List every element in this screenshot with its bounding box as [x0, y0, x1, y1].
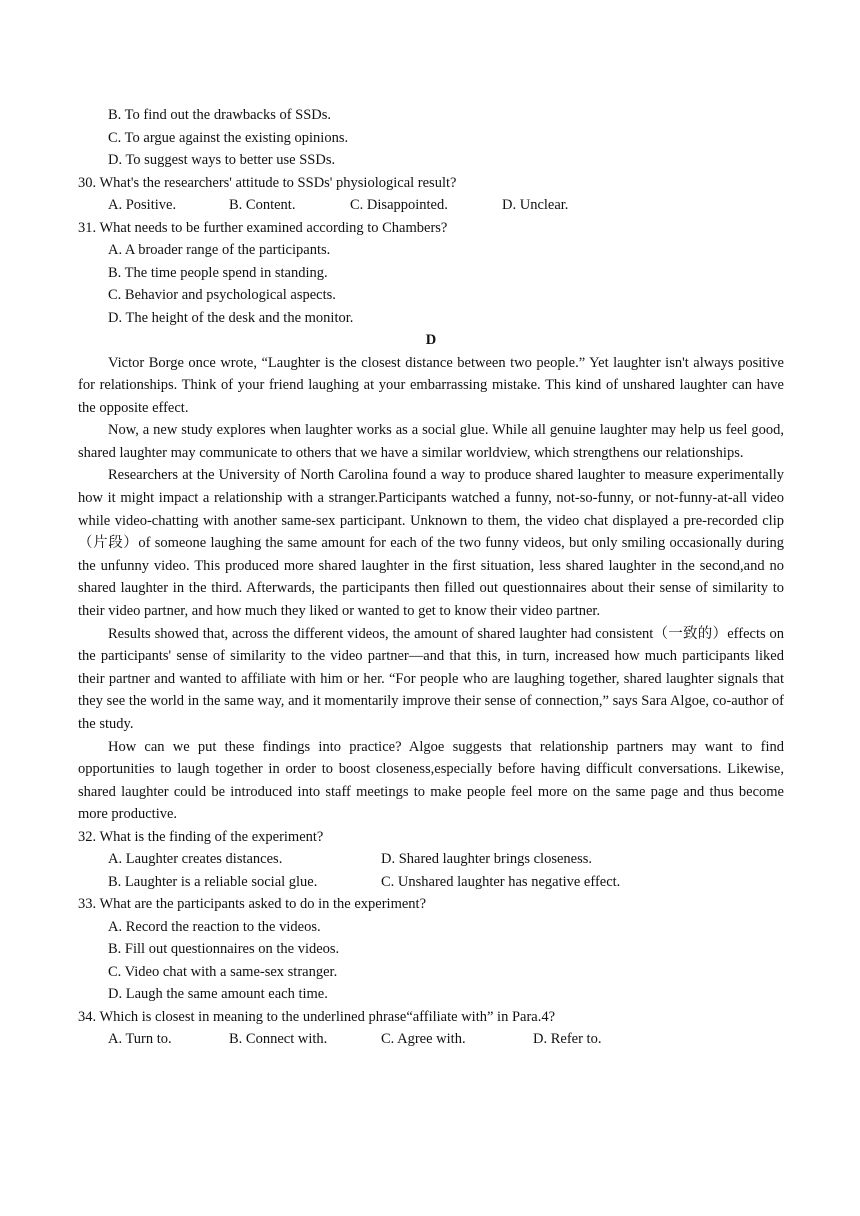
q32-option-c: C. Unshared laughter has negative effect. [381, 873, 621, 890]
q34-options [78, 1028, 784, 1051]
q31-question: 31. What needs to be further examined according to Chambers? [78, 219, 448, 236]
q34-option-b: B. Connect with. [229, 1031, 328, 1048]
q30-option-c: C. Disappointed. [350, 197, 448, 213]
q32-option-a: A. Laughter creates distances. [108, 851, 283, 868]
q31-option-d: D. The height of the desk and the monitor. [108, 309, 354, 326]
q32-options-row-2 [78, 871, 784, 894]
q31-option-c: C. Behavior and psychological aspects. [108, 287, 336, 303]
section-heading: D [425, 332, 437, 348]
q34-option-c: C. Agree with. [381, 1031, 466, 1048]
q33-option-b: B. Fill out questionnaires on the videos. [108, 941, 340, 958]
q31-option-b: B. The time people spend in standing. [108, 264, 328, 281]
q30-question: 30. What's the researchers' attitude to SSDs' physiological result? [78, 174, 457, 191]
passage-paragraph-2: Now, a new study explores when laughter works as a social glue. While all genuine laughter may help us feel good, shared laughter may communicate to others that we have a similar worldview, which strengthens our relationships. [78, 422, 784, 461]
q29-option-c: C. To argue against the existing opinions. [108, 129, 349, 146]
passage-paragraph-5: How can we put these findings into practice? Algoe suggests that relationship partners may want to find opportunities to laugh together in order to boost closeness,especially before having difficult conversations. Likewise, shared laughter could be introduced into staff meetings to make people feel more on the same page and thus become more productive. [78, 738, 784, 823]
q32-options-row-1 [78, 848, 784, 871]
passage-paragraph-3: Researchers at the University of North Carolina found a way to produce shared laughter to measure experimentally how it might impact a relationship with a stranger.Participants watched a funny, not-so-funny, or not-funny-at-all video while video-chatting with another same-sex participant. Unknown to them, the video chat displayed a pre-recorded clip（片段）of someone laughing the same amount for each of the two funny videos, but only smiling occasionally during the unfunny video. This produced more shared laughter in the first situation, less shared laughter in the second,and no shared laughter in the third. Afterwards, the participants then filled out questionnaires about their sense of similarity to their video partner, and how much they liked or wanted to get to know their video partner. [78, 467, 784, 620]
q30-option-d: D. Unclear. [502, 197, 569, 213]
q33-question: 33. What are the participants asked to do in the experiment? [78, 896, 427, 913]
passage-paragraph-4: Results showed that, across the different videos, the amount of shared laughter had consistent（一致的）effects on the participants' sense of similarity to the video partner—and that this, in turn, increased how much participants liked their partner and wanted to affiliate with him or her. “For people who are laughing together, shared laughter signals that they see the world in the same way, and it momentarily improve their sense of connection,” says Sara Algoe, co-author of the study. [78, 625, 784, 732]
exam-page [78, 104, 784, 1051]
q30-option-b: B. Content. [229, 197, 296, 213]
q29-option-d: D. To suggest ways to better use SSDs. [108, 152, 336, 168]
q33-option-c: C. Video chat with a same-sex stranger. [108, 963, 338, 980]
q34-question: 34. Which is closest in meaning to the underlined phrase“affiliate with” in Para.4? [78, 1008, 556, 1025]
q32-option-d: D. Shared laughter brings closeness. [381, 851, 593, 868]
q32-option-b: B. Laughter is a reliable social glue. [108, 873, 318, 890]
q33-option-d: D. Laugh the same amount each time. [108, 986, 328, 1003]
q34-option-a: A. Turn to. [108, 1031, 172, 1048]
q30-option-a: A. Positive. [108, 197, 177, 213]
q33-option-a: A. Record the reaction to the videos. [108, 918, 321, 935]
passage-paragraph-1: Victor Borge once wrote, “Laughter is the closest distance between two people.” Yet laughter isn't always positive for relationships. Think of your friend laughing at your embarrassing mistake. This kind of unshared laughter can have the opposite effect. [78, 354, 784, 416]
q34-option-d: D. Refer to. [533, 1031, 602, 1048]
q29-option-b: B. To find out the drawbacks of SSDs. [108, 107, 332, 123]
q32-question: 32. What is the finding of the experiment? [78, 828, 324, 845]
q31-option-a: A. A broader range of the participants. [108, 242, 331, 258]
q30-options [78, 194, 784, 217]
